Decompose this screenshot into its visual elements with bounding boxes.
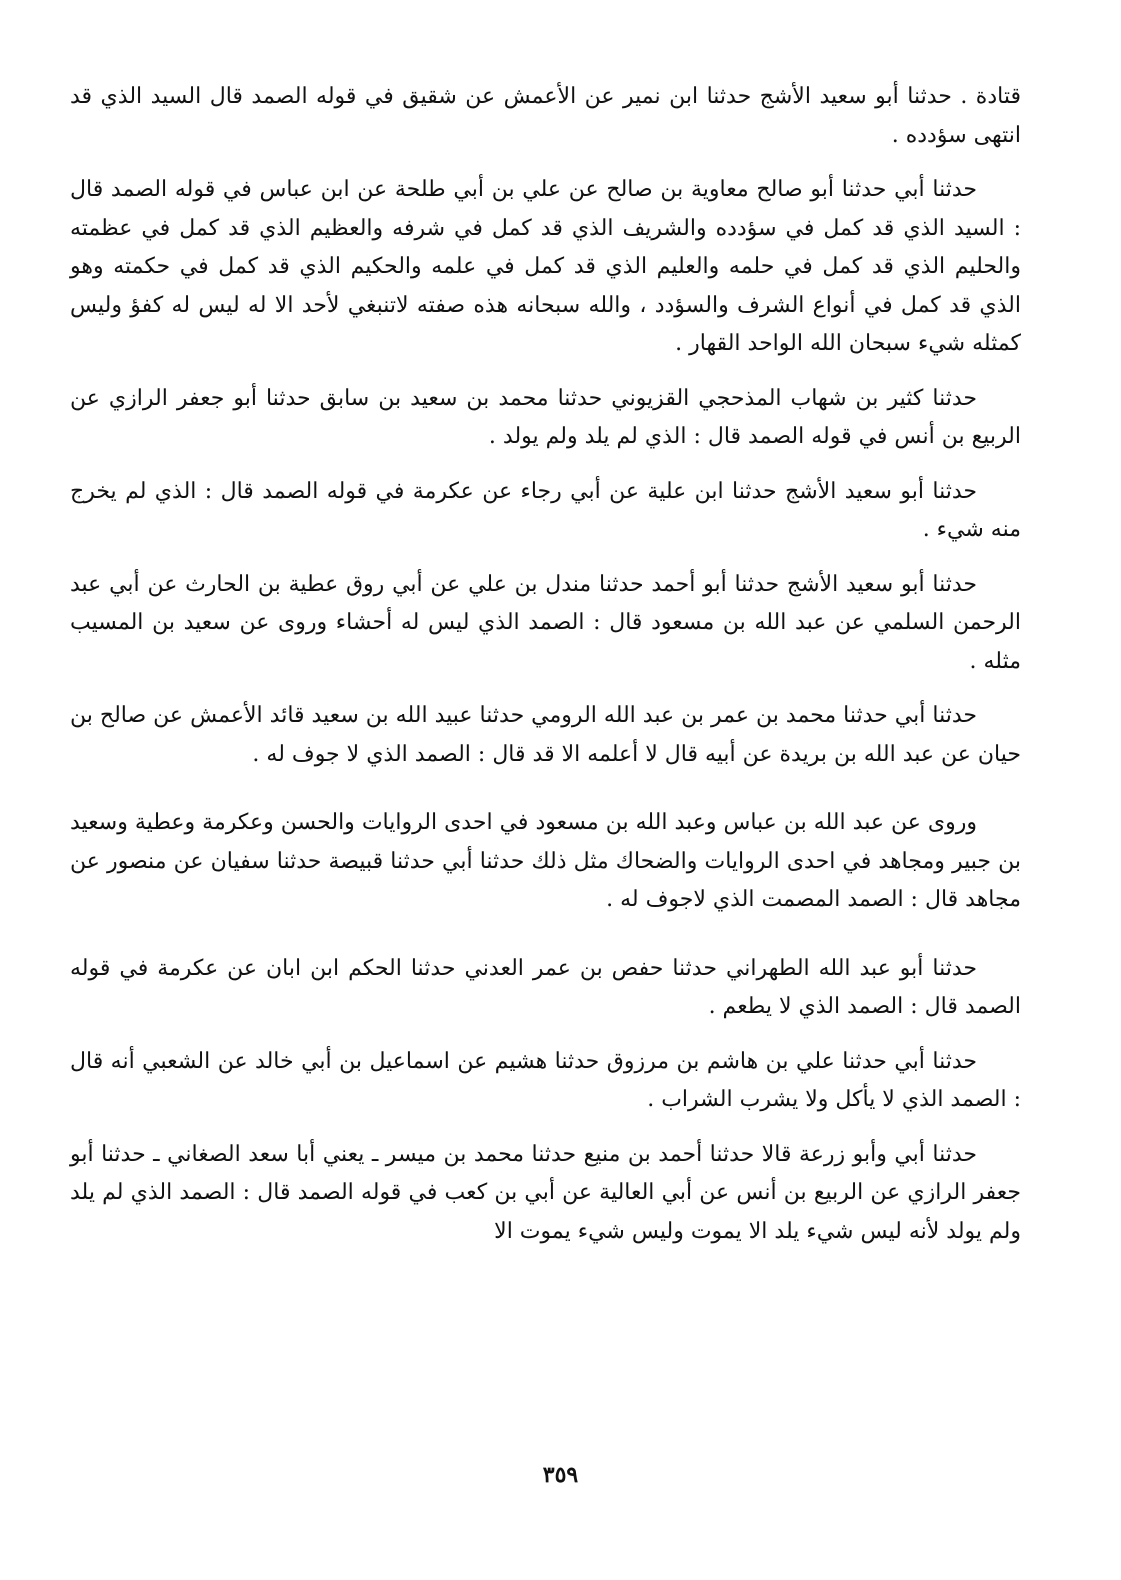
page-number: ٣٥٩ [542, 1462, 579, 1488]
paragraph-2: حدثنا أبي حدثنا أبو صالح معاوية بن صالح عن علي بن أبي طلحة عن ابن عباس في قوله الصمد قال : السيد الذي قد كمل في سؤدده والشريف الذي قد كمل في شرفه والعظيم الذي قد كمل في عظمته والحليم الذي قد كمل في حلمه والعليم الذي قد كمل في علمه والحكيم الذي قد كمل في حكمته وهو الذي قد كمل في أنواع الشرف والسؤدد ، والله سبحانه هذه صفته لاتنبغي لأحد الا له ليس له كفؤ وليس كمثله شيء سبحان الله الواحد القهار . [70, 177, 1021, 356]
paragraph-9: حدثنا أبي حدثنا علي بن هاشم بن مرزوق حدثنا هشيم عن اسماعيل بن أبي خالد عن الشعبي أنه قال : الصمد الذي لا يأكل ولا يشرب الشراب . [70, 1048, 1021, 1112]
paragraph-5: حدثنا أبو سعيد الأشج حدثنا أبو أحمد حدثنا مندل بن علي عن أبي روق عطية بن الحارث عن أبي عبد الرحمن السلمي عن عبد الله بن مسعود قال : الصمد الذي ليس له أحشاء وروى عن سعيد بن المسيب مثله . [70, 571, 1021, 674]
paragraph-1: قتادة . حدثنا أبو سعيد الأشج حدثنا ابن نمير عن الأعمش عن شقيق في قوله الصمد قال السيد الذي قد انتهى سؤدده . [70, 84, 1021, 148]
paragraph-6: حدثنا أبي حدثنا محمد بن عمر بن عبد الله الرومي حدثنا عبيد الله بن سعيد قائد الأعمش عن صالح بن حيان عن عبد الله بن بريدة عن أبيه قال لا أعلمه الا قد قال : الصمد الذي لا جوف له . [70, 703, 1021, 767]
main-text [70, 78, 1021, 1267]
paragraph-7: وروى عن عبد الله بن عباس وعبد الله بن مسعود في احدى الروايات والحسن وعكرمة وعطية وسعيد بن جبير ومجاهد في احدى الروايات والضحاك مثل ذلك حدثنا أبي حدثنا قبيصة حدثنا سفيان عن منصور عن مجاهد قال : الصمد المصمت الذي لاجوف له . [70, 810, 1021, 912]
paragraph-10: حدثنا أبي وأبو زرعة قالا حدثنا أحمد بن منيع حدثنا محمد بن ميسر ـ يعني أبا سعد الصغاني ـ حدثنا أبو جعفر الرازي عن الربيع بن أنس عن أبي العالية عن أبي بن كعب في قوله الصمد قال : الصمد الذي لم يلد ولم يولد لأنه ليس شيء يلد الا يموت وليس شيء يموت الا [70, 1141, 1021, 1244]
paragraph-8: حدثنا أبو عبد الله الطهراني حدثنا حفص بن عمر العدني حدثنا الحكم ابن ابان عن عكرمة في قوله الصمد قال : الصمد الذي لا يطعم . [70, 955, 1021, 1019]
paragraph-4: حدثنا أبو سعيد الأشج حدثنا ابن علية عن أبي رجاء عن عكرمة في قوله الصمد قال : الذي لم يخرج منه شيء . [70, 478, 1021, 542]
paragraph-3: حدثنا كثير بن شهاب المذحجي القزيوني حدثنا محمد بن سعيد بن سابق حدثنا أبو جعفر الرازي عن الربيع بن أنس في قوله الصمد قال : الذي لم يلد ولم يولد . [70, 385, 1021, 449]
